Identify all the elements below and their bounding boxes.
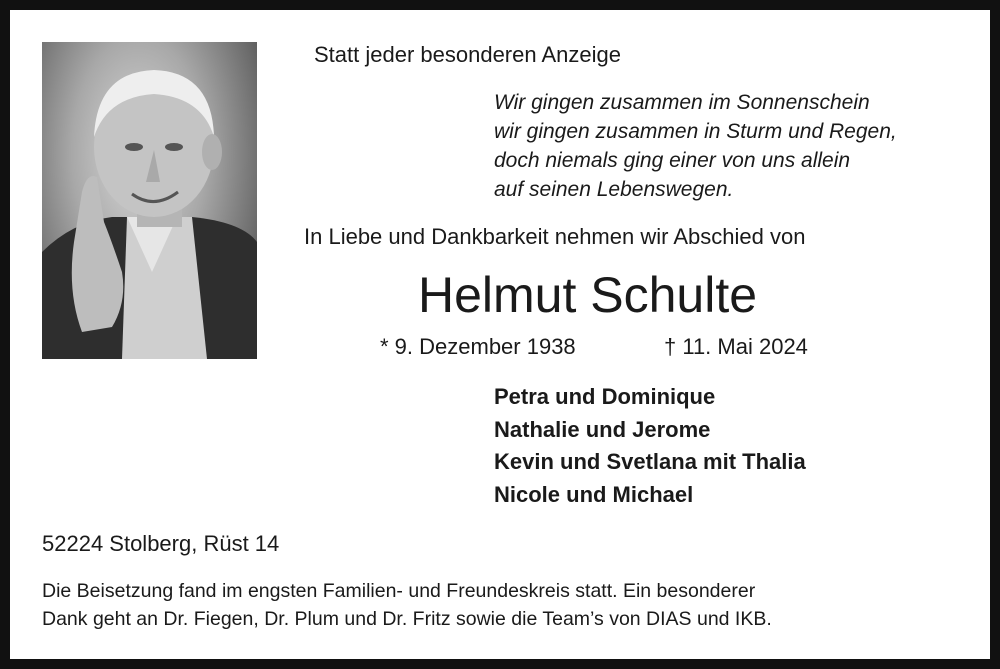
poem-line: auf seinen Lebenswegen. [494,178,734,201]
life-dates [380,333,808,361]
funeral-note [42,577,772,633]
poem-line: Wir gingen zusammen im Sonnenschein [494,91,870,114]
mourners-list [494,381,806,511]
portrait-illustration [42,42,257,359]
poem-line: doch niemals ging einer von uns allein [494,149,851,172]
mourner-entry: Nathalie und Jerome [494,416,711,442]
mourner-entry: Kevin und Svetlana mit Thalia [494,449,806,474]
note-line: Die Beisetzung fand im engsten Familien- und Freundeskreis statt. Ein besonderer [42,580,756,602]
note-line: Dank geht an Dr. Fiegen, Dr. Plum und Dr. Fritz sowie die Team’s von DIAS und IKB. [42,608,772,630]
birth-date: * 9. Dezember 1938 [380,334,576,359]
notice-header: Statt jeder besonderen Anzeige [314,42,622,67]
poem-verse [494,88,897,204]
mourner-entry: Petra und Dominique [494,384,716,409]
mourner-entry: Nicole und Michael [494,481,694,507]
family-address: 52224 Stolberg, Rüst 14 [42,531,280,556]
portrait-photo [42,42,257,359]
death-date: † 11. Mai 2024 [664,334,808,359]
poem-line: wir gingen zusammen in Sturm und Regen, [494,120,897,143]
deceased-name: Helmut Schulte [418,267,758,323]
farewell-line: In Liebe und Dankbarkeit nehmen wir Abschied von [304,224,806,249]
